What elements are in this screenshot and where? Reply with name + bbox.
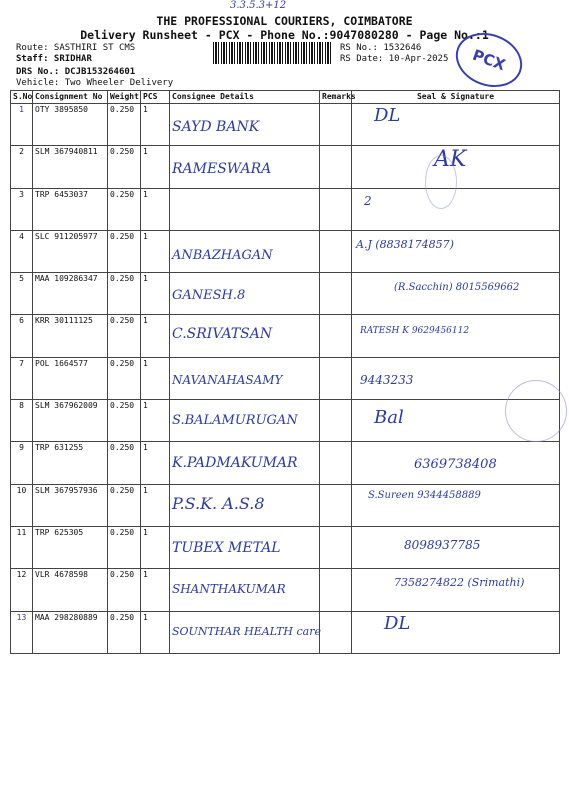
consignee-handwriting: RAMESWARA [172, 161, 272, 178]
row-consignee [170, 357, 320, 399]
row-signature [352, 526, 560, 568]
row-signature [352, 273, 560, 315]
drs-number: DRS No.: DCJB153264601 [16, 67, 136, 77]
row-consignment: OTY 3895850 [33, 104, 108, 146]
signature: AK [434, 147, 467, 173]
row-sno: 7 [11, 357, 33, 399]
company-title: THE PROFESSIONAL COURIERS, COIMBATORE [156, 14, 413, 28]
seal-impression [425, 155, 457, 209]
signature: DL [384, 612, 411, 634]
row-signature [352, 569, 560, 611]
row-weight: 0.250 [108, 611, 141, 653]
col-consignee: Consignee Details [170, 91, 320, 104]
row-consignee [170, 188, 320, 230]
consignee-handwriting: TUBEX METAL [172, 539, 281, 556]
row-remarks [320, 526, 352, 568]
table-row [11, 526, 560, 568]
row-pcs: 1 [141, 315, 170, 357]
row-pcs: 1 [141, 230, 170, 272]
barcode [213, 42, 333, 64]
row-consignment: SLC 911205977 [33, 230, 108, 272]
row-weight: 0.250 [108, 273, 141, 315]
row-sno: 11 [11, 526, 33, 568]
row-weight: 0.250 [108, 357, 141, 399]
col-remarks: Remarks [320, 91, 352, 104]
table-row [11, 230, 560, 272]
row-consignment: TRP 631255 [33, 442, 108, 484]
signature: Bal [374, 407, 404, 429]
row-sno: 3 [11, 188, 33, 230]
row-pcs: 1 [141, 273, 170, 315]
signature: RATESH K 9629456112 [360, 326, 470, 337]
row-sno: 2 [11, 146, 33, 188]
row-consignment: TRP 6453037 [33, 188, 108, 230]
row-remarks [320, 484, 352, 526]
row-consignment: SLM 367940811 [33, 146, 108, 188]
row-weight: 0.250 [108, 230, 141, 272]
col-sno: S.No [11, 91, 33, 104]
consignee-handwriting: NAVANAHASAMY [172, 372, 283, 387]
row-weight: 0.250 [108, 188, 141, 230]
row-consignment: POL 1664577 [33, 357, 108, 399]
row-remarks [320, 104, 352, 146]
consignee-handwriting: SOUNTHAR HEALTH care [172, 624, 321, 638]
seal-impression [505, 380, 567, 442]
row-remarks [320, 315, 352, 357]
row-consignee [170, 146, 320, 188]
row-consignment: MAA 298280889 [33, 611, 108, 653]
signature: DL [374, 105, 401, 126]
row-remarks [320, 357, 352, 399]
row-signature [352, 442, 560, 484]
row-sno: 1 [11, 104, 33, 146]
table-row [11, 357, 560, 399]
top-scribble: 3.3.5.3+12 [230, 0, 287, 11]
row-consignee [170, 569, 320, 611]
table-row [11, 273, 560, 315]
row-remarks [320, 230, 352, 272]
col-consignment: Consignment No [33, 91, 108, 104]
table-row [11, 442, 560, 484]
row-consignee [170, 230, 320, 272]
row-remarks [320, 273, 352, 315]
row-sno: 9 [11, 442, 33, 484]
table-row [11, 315, 560, 357]
row-weight: 0.250 [108, 569, 141, 611]
consignee-handwriting: SHANTHAKUMAR [172, 582, 286, 597]
pcx-stamp: PCX [448, 24, 530, 96]
signature: (R.Sacchin) 8015569662 [394, 282, 520, 294]
row-weight: 0.250 [108, 484, 141, 526]
row-sno: 12 [11, 569, 33, 611]
row-pcs: 1 [141, 611, 170, 653]
row-consignment: KRR 30111125 [33, 315, 108, 357]
runsheet-table [10, 90, 560, 654]
row-remarks [320, 188, 352, 230]
row-remarks [320, 146, 352, 188]
route-label: Route: SASTHIRI ST CMS [16, 43, 136, 53]
row-weight: 0.250 [108, 315, 141, 357]
table-row [11, 400, 560, 442]
row-consignment: SLM 367957936 [33, 484, 108, 526]
row-signature [352, 104, 560, 146]
consignee-handwriting: C.SRIVATSAN [172, 326, 273, 343]
row-consignee [170, 273, 320, 315]
signature: 2 [364, 193, 372, 208]
row-remarks [320, 400, 352, 442]
row-weight: 0.250 [108, 146, 141, 188]
table-row [11, 146, 560, 188]
row-pcs: 1 [141, 442, 170, 484]
rs-date: RS Date: 10-Apr-2025 [340, 54, 449, 64]
table-row [11, 484, 560, 526]
signature: A.J (8838174857) [356, 237, 454, 251]
rs-number: RS No.: 1532646 [340, 43, 422, 53]
consignee-handwriting: S.BALAMURUGAN [172, 413, 298, 429]
col-signature: Seal & Signature [352, 91, 560, 104]
row-consignee [170, 315, 320, 357]
row-sno: 10 [11, 484, 33, 526]
table-row [11, 188, 560, 230]
row-signature [352, 230, 560, 272]
signature: 8098937785 [404, 537, 481, 552]
row-sno: 8 [11, 400, 33, 442]
row-weight: 0.250 [108, 104, 141, 146]
row-sno: 4 [11, 230, 33, 272]
row-pcs: 1 [141, 188, 170, 230]
row-remarks [320, 442, 352, 484]
row-remarks [320, 569, 352, 611]
row-weight: 0.250 [108, 526, 141, 568]
consignee-handwriting: SAYD BANK [172, 119, 260, 135]
vehicle-label: Vehicle: Two Wheeler Delivery [16, 78, 174, 88]
row-pcs: 1 [141, 357, 170, 399]
signature: S.Sureen 9344458889 [368, 489, 481, 501]
staff-label: Staff: SRIDHAR [16, 54, 92, 64]
row-consignment: VLR 4678598 [33, 569, 108, 611]
row-consignee [170, 526, 320, 568]
row-signature [352, 315, 560, 357]
row-pcs: 1 [141, 569, 170, 611]
row-weight: 0.250 [108, 442, 141, 484]
col-weight: Weight [108, 91, 141, 104]
row-consignee [170, 400, 320, 442]
consignee-handwriting: P.S.K. A.S.8 [172, 493, 265, 513]
consignee-handwriting: K.PADMAKUMAR [172, 455, 298, 472]
row-pcs: 1 [141, 104, 170, 146]
table-row [11, 569, 560, 611]
row-signature [352, 484, 560, 526]
row-consignee [170, 104, 320, 146]
consignee-handwriting: ANBAZHAGAN [172, 247, 273, 263]
signature: 9443233 [360, 372, 414, 387]
col-pcs: PCS [141, 91, 170, 104]
row-signature [352, 611, 560, 653]
row-sno: 5 [11, 273, 33, 315]
row-consignment: MAA 109286347 [33, 273, 108, 315]
signature: 6369738408 [414, 457, 497, 473]
row-weight: 0.250 [108, 400, 141, 442]
row-consignee [170, 484, 320, 526]
row-sno: 6 [11, 315, 33, 357]
row-signature [352, 188, 560, 230]
row-consignee [170, 611, 320, 653]
row-remarks [320, 611, 352, 653]
row-pcs: 1 [141, 400, 170, 442]
row-consignment: SLM 367962009 [33, 400, 108, 442]
signature: 7358274822 (Srimathi) [394, 576, 525, 590]
table-row [11, 611, 560, 653]
row-consignment: TRP 625305 [33, 526, 108, 568]
runsheet-title: Delivery Runsheet - PCX - Phone No.:9047080280 - Page No.:1 [80, 28, 489, 42]
row-consignee [170, 442, 320, 484]
row-pcs: 1 [141, 484, 170, 526]
table-header-row [11, 91, 560, 104]
row-pcs: 1 [141, 146, 170, 188]
table-row [11, 104, 560, 146]
consignee-handwriting: GANESH.8 [172, 288, 246, 304]
row-pcs: 1 [141, 526, 170, 568]
row-sno: 13 [11, 611, 33, 653]
